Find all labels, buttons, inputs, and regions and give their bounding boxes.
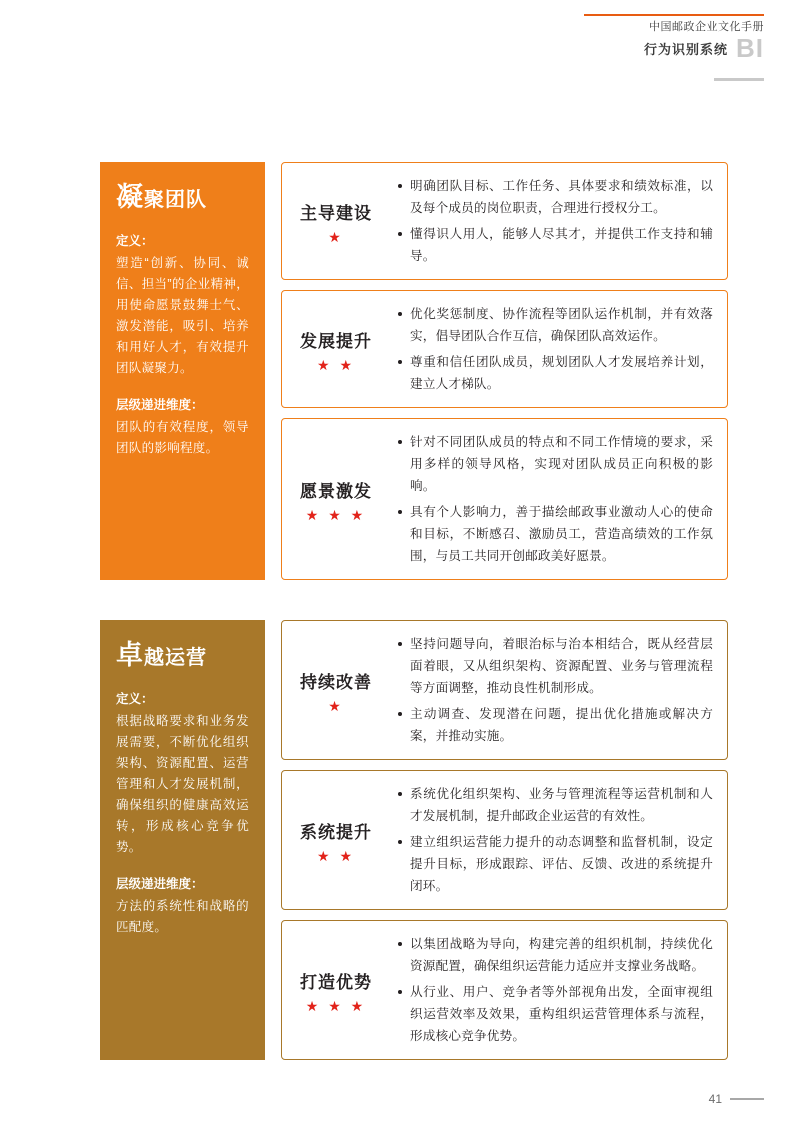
bullet: 以集团战略为导向，构建完善的组织机制，持续优化资源配置，确保组织运营能力适应并支撑业务战略。: [398, 933, 713, 977]
level-label: 打造优势: [300, 972, 372, 992]
block-cards: [265, 620, 728, 1060]
bullet: 尊重和信任团队成员，规划团队人才发展培养计划，建立人才梯队。: [398, 351, 713, 395]
bullet: 懂得识人用人，能够人尽其才，并提供工作支持和辅导。: [398, 223, 713, 267]
definition-text: 根据战略要求和业务发展需要，不断优化组织架构、资源配置、运营管理和人才发展机制，确保组织的健康高效运转，形成核心竞争优势。: [116, 714, 249, 854]
level-card: [281, 290, 728, 408]
level-label-group: [282, 163, 390, 279]
level-body: [390, 921, 727, 1059]
level-body: [390, 771, 727, 909]
bullet: 坚持问题导向，着眼治标与治本相结合，既从经营层面着眼，又从组织架构、资源配置、业务与管理流程等方面调整，推动良性机制形成。: [398, 633, 713, 699]
dimension-label: 层级递进维度：: [116, 398, 204, 412]
level-card: [281, 162, 728, 280]
footer-rule: [730, 1098, 764, 1100]
block-left-panel: [100, 620, 265, 1060]
competency-block-excellent-operation: [100, 620, 728, 1060]
level-body: [390, 621, 727, 759]
definition-text: 塑造“创新、协同、诚信、担当”的企业精神，用使命愿景鼓舞士气、激发潜能，吸引、培养和用好人才，有效提升团队凝聚力。: [116, 256, 249, 375]
block-title: [116, 642, 249, 671]
level-label: 系统提升: [300, 822, 372, 842]
bullet: 系统优化组织架构、业务与管理流程等运营机制和人才发展机制，提升邮政企业运营的有效性。: [398, 783, 713, 827]
block-title-prefix: 卓: [116, 640, 144, 670]
header-subtitle-line: [643, 33, 764, 63]
level-label-group: [282, 921, 390, 1059]
bullet: 主动调查、发现潜在问题，提出优化措施或解决方案，并推动实施。: [398, 703, 713, 747]
level-body: [390, 419, 727, 579]
bullet: 明确团队目标、工作任务、具体要求和绩效标准，以及每个成员的岗位职责，合理进行授权分工。: [398, 175, 713, 219]
bullet: 具有个人影响力，善于描绘邮政事业激动人心的使命和目标，不断感召、激励员工，营造高绩效的工作氛围，与员工共同开创邮政美好愿景。: [398, 501, 713, 567]
definition-label: 定义：: [116, 692, 154, 706]
definition-label: 定义：: [116, 234, 154, 248]
level-stars: ★ ★: [317, 356, 355, 373]
level-body: [390, 291, 727, 407]
level-label-group: [282, 621, 390, 759]
level-card: [281, 620, 728, 760]
dimension-label: 层级递进维度：: [116, 877, 204, 891]
level-stars: ★ ★ ★: [305, 506, 367, 523]
level-card: [281, 770, 728, 910]
level-card: [281, 920, 728, 1060]
level-label: 主导建设: [300, 203, 372, 223]
block-title-rest: 越运营: [144, 647, 207, 669]
level-stars: ★: [328, 697, 344, 714]
block-title-prefix: 凝: [116, 182, 144, 212]
level-stars: ★ ★ ★: [305, 997, 367, 1014]
header-subtitle: 行为识别系统: [643, 42, 728, 57]
page-header: [643, 18, 764, 63]
bullet: 针对不同团队成员的特点和不同工作情境的要求，采用多样的领导风格，实现对团队成员正向积极的影响。: [398, 431, 713, 497]
level-label-group: [282, 771, 390, 909]
header-mark-rule: [714, 78, 764, 81]
page-number: 41: [708, 1092, 722, 1106]
bullet: 优化奖惩制度、协作流程等团队运作机制，并有效落实，倡导团队合作互信，确保团队高效运作。: [398, 303, 713, 347]
level-label-group: [282, 291, 390, 407]
level-label: 持续改善: [300, 672, 372, 692]
level-card: [281, 418, 728, 580]
header-title: 中国邮政企业文化手册: [649, 21, 764, 33]
level-label-group: [282, 419, 390, 579]
dimension-text: 方法的系统性和战略的匹配度。: [116, 899, 249, 934]
dimension-text: 团队的有效程度，领导团队的影响程度。: [116, 420, 249, 455]
bullet: 建立组织运营能力提升的动态调整和监督机制，设定提升目标，形成跟踪、评估、反馈、改进的系统提升闭环。: [398, 831, 713, 897]
level-label: 发展提升: [300, 331, 372, 351]
header-top-rule: [584, 14, 764, 16]
block-cards: [265, 162, 728, 580]
block-title-rest: 聚团队: [144, 189, 207, 211]
level-body: [390, 163, 727, 279]
level-label: 愿景激发: [300, 481, 372, 501]
block-left-panel: [100, 162, 265, 580]
block-title: [116, 184, 249, 213]
page-footer: [709, 1092, 764, 1106]
header-mark: BI: [736, 33, 764, 63]
level-stars: ★ ★: [317, 847, 355, 864]
level-stars: ★: [328, 228, 344, 245]
bullet: 从行业、用户、竞争者等外部视角出发，全面审视组织运营效率及效果，重构组织运营管理体系与流程，形成核心竞争优势。: [398, 981, 713, 1047]
competency-block-cohesive-team: [100, 162, 728, 580]
